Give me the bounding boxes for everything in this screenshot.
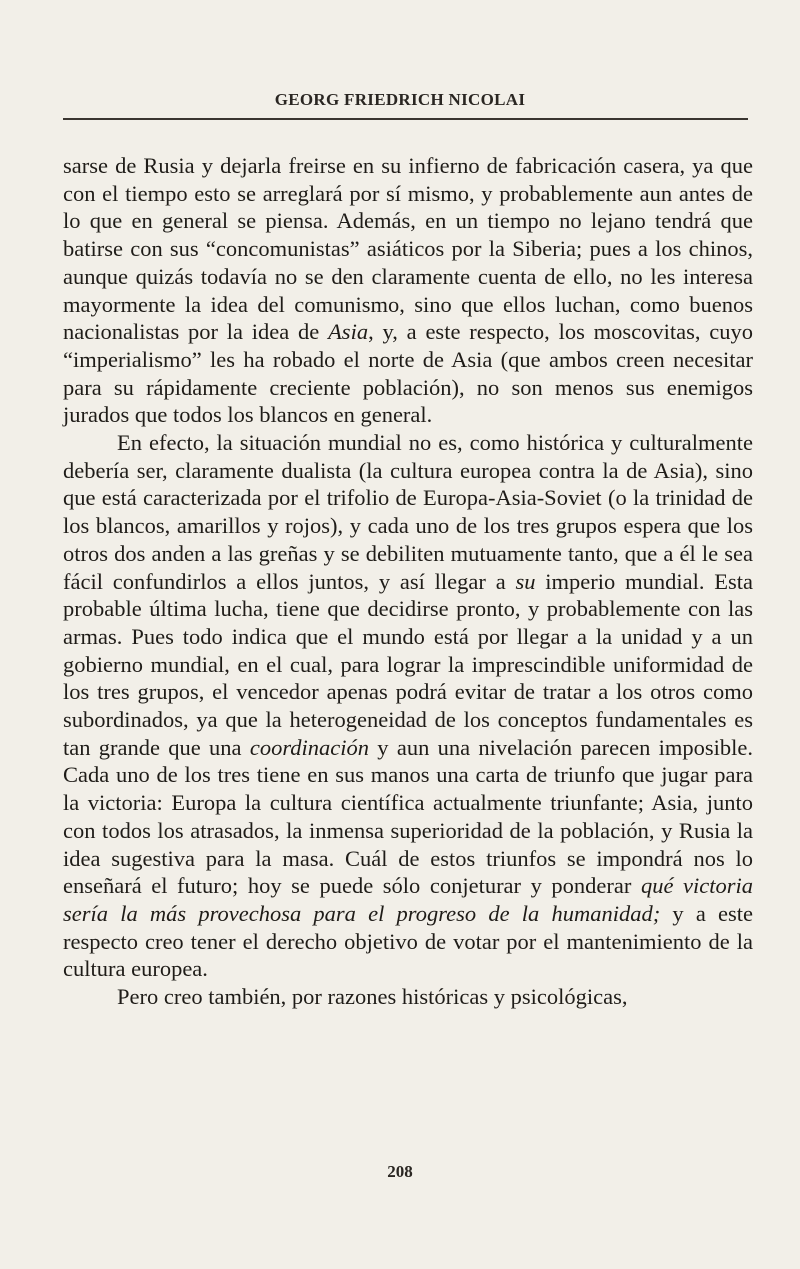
running-head: GEORG FRIEDRICH NICOLAI: [274, 90, 526, 109]
paragraph-1-text-b: , y, a este respecto, los moscovitas, cuyo “imperialismo” les ha robado el norte de Asia (que ambos creen necesitar para su rápidamente creciente población), no son menos sus enemigos jurados que todos los blancos en general.: [63, 319, 753, 428]
paragraph-2-italic-su: su: [515, 568, 536, 594]
paragraph-2-text-a: En efecto, la situación mundial no es, como histórica y culturalmente debería ser, claramente dualista (la cultura europea contra la de Asia), sino que está caracterizada por el trifolio de Europa-Asia-Soviet (o la trinidad de los blancos, amarillos y rojos), y cada uno de los tres grupos espera que los otros dos anden a las greñas y se debiliten mutuamente tanto, que a él le sea fácil confundirlos a ellos juntos, y así llegar a: [63, 430, 753, 594]
paragraph-3: Pero creo también, por razones históricas y psicológicas,: [117, 984, 628, 1010]
paragraph-2: [63, 429, 753, 983]
page-number: 208: [387, 1162, 413, 1181]
paragraph-2-text-d: y a este respecto creo tener el derecho objetivo de votar por el mantenimiento de la cultura europea.: [63, 900, 754, 982]
paragraph-2-italic-coordinacion: coordinación: [249, 734, 369, 760]
header-rule: [63, 118, 748, 120]
paragraph-1-text-a: sarse de Rusia y dejarla freirse en su infierno de fabricación casera, ya que con el tiempo esto se arreglará por sí mismo, y probablemente aun antes de lo que en general se piensa. Además, en un tiempo no lejano tendrá que batirse con sus “concomunistas” asiáticos por la Siberia; pues a los chinos, aunque quizás todavía no se den claramente cuenta de ello, no les interesa mayormente la idea del comunismo, sino que ellos luchan, como buenos nacionalistas por la idea de: [63, 153, 753, 345]
paragraph-1: [63, 152, 753, 429]
paragraph-2-text-c: y aun una nivelación parecen imposible. Cada uno de los tres tiene en sus manos una carta de triunfo que jugar para la victoria: Europa la cultura científica actualmente triunfante; Asia, junto con todos los atrasados, la inmensa superioridad de la población, y Rusia la idea sugestiva para la masa. Cuál de estos triunfos se impondrá nos lo enseñará el futuro; hoy se puede sólo conjeturar y ponderar: [63, 734, 753, 899]
paragraph-2-italic-victoria: qué victoria sería la más provechosa para el progreso de la humanidad;: [63, 873, 753, 926]
paragraph-1-italic-asia: Asia: [328, 319, 369, 345]
body-text: [63, 152, 753, 1011]
paragraph-2-text-b: imperio mundial. Esta probable última lucha, tiene que decidirse pronto, y probablemente con las armas. Pues todo indica que el mundo está por llegar a la unidad y a un gobierno mundial, en el cual, para lograr la imprescindible uniformidad de los tres grupos, el vencedor apenas podrá evitar de tratar a los otros como subordinados, ya que la heterogeneidad de los conceptos fundamentales es tan grande que una: [63, 568, 753, 760]
